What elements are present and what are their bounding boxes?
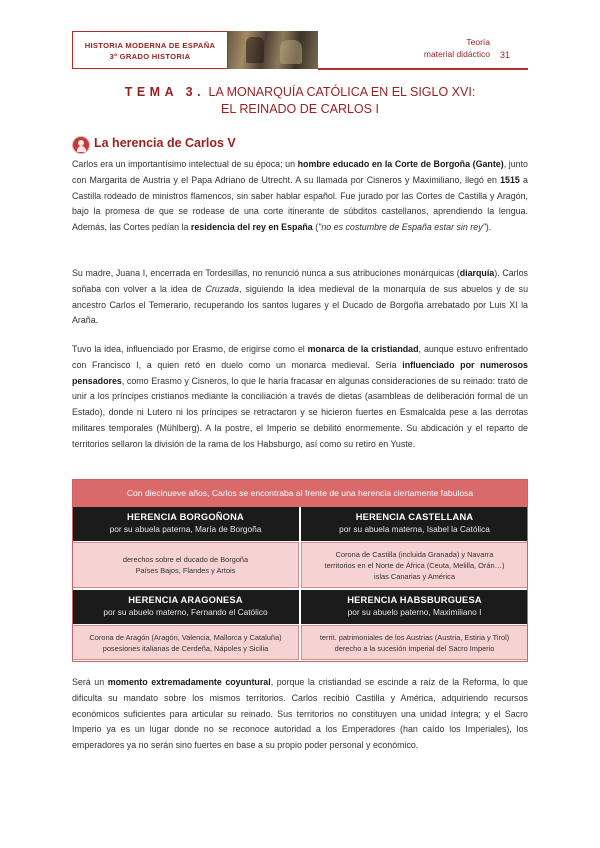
course-label-box	[72, 31, 228, 69]
title-line2: EL REINADO DE CARLOS I	[221, 102, 379, 116]
heading-herencia-habsburguesa: HERENCIA HABSBURGUESA por su abuelo paterno, Maximiliano I	[301, 590, 528, 624]
cell-castellana-territories: Corona de Castilla (incluida Granada) y Navarra territorios en el Norte de África (Ceuta, Melilla, Orán…) islas Canarias y América	[301, 542, 528, 588]
course-grade: 3º GRADO HISTORIA	[109, 52, 191, 61]
cell-aragonesa-territories: Corona de Aragón (Aragón, Valencia, Mallorca y Cataluña) posesiones italianas de Cerdeña, Nápoles y Sicilia	[72, 625, 299, 660]
paragraph-3: Tuvo la idea, influenciado por Erasmo, de erigirse como el monarca de la cristiandad, aunque estuvo enfrentado con Francisco I, a quien retó en duelo como un monarca medieval. Sería influenciado por numerosos pensadores, como Erasmo y Cisneros, lo que le haría fracasar en algunas consideraciones de su reinado: trató de unir a los príncipes cristianos mediante la conciliación a través de dietas (asambleas de deliberación formal de un Estado), donde ni Lutero ni los príncipes se retractaron y se hicieron fuertes en Esmalcalda pese a las derrotas militares temporales (Mühlberg). A la postre, el Imperio se debilitó enormemente. Su abdicación y el reparto de territorios sellaron la división de la rama de los Habsburgo, así como su retiro en Yuste.	[72, 344, 528, 449]
paragraph-4: Será un momento extremadamente coyuntural, porque la cristiandad se escinde a raíz de la Reforma, lo que dificulta su mandato sobre los mismos territorios. Carlos recibió Castilla y América, adquiriendo recursos económicos suficientes para articular su reinado. Sus territorios no constituyen una unidad íntegra; y el Sacro Imperio ya es un lugar donde no se reconoce autoridad a los Emperadores (han caído los Imperiales), los emperadores ya no serán sino fuertes en base a su propio poder personal y económico.	[72, 677, 528, 751]
cell-habsburguesa-territories: territ. patrimoniales de los Austrias (Austria, Estiria y Tirol) derecho a la sucesión imperial del Sacro Imperio	[301, 625, 528, 660]
heading-herencia-aragonesa: HERENCIA ARAGONESA por su abuelo materno, Fernando el Católico	[72, 590, 299, 624]
material-label	[400, 36, 490, 60]
title-line1: LA MONARQUÍA CATÓLICA EN EL SIGLO XVI:	[208, 85, 476, 99]
paragraph-2: Su madre, Juana I, encerrada en Tordesillas, no renunció nunca a sus atribuciones monárquicas (diarquía). Carlos soñaba con volver a la idea de Cruzada, siguiendo la idea medieval de la monarquía de sus abuelos y de su ancestro Carlos el Temerario, recuperando los santos lugares y el Ducado de Borgoña arrebatado por Luis XI la Araña.	[72, 268, 528, 326]
material-label-line1: Teoría	[466, 37, 490, 47]
heading-herencia-borgonona: HERENCIA BORGOÑONA por su abuela paterna, María de Borgoña	[72, 507, 299, 541]
inheritance-table	[72, 479, 528, 662]
page-title	[60, 84, 540, 118]
section-title: La herencia de Carlos V	[94, 136, 236, 150]
cell-borgonona-territories: derechos sobre el ducado de Borgoña Países Bajos, Flandes y Artois	[72, 542, 299, 588]
course-name: HISTORIA MODERNA DE ESPAÑA	[84, 41, 216, 50]
header-rule	[318, 68, 528, 70]
page-number: 31	[500, 50, 511, 60]
header-painting-image	[228, 31, 318, 69]
material-label-line2: material didáctico	[423, 49, 490, 59]
tema-label: TEMA 3.	[124, 85, 206, 99]
paragraph-1: Carlos era un importantísimo intelectual de su época; un hombre educado en la Corte de Borgoña (Gante), junto con Margarita de Austria y el Papa Adriano de Utrecht. A su llamada por Cisneros y Maximiliano, llegó en 1515 a Castilla rodeado de ministros flamencos, sin saber hablar español. Fue jurado por las Cortes de Castilla y Aragón, bajo la promesa de que se rodease de una corte itinerante de súbditos castellanos, aprendiendo la lengua. Además, las Cortes pedían la residencia del rey en España ("no es costumbre de España estar sin rey").	[72, 159, 528, 233]
person-icon	[72, 136, 90, 154]
heading-herencia-castellana: HERENCIA CASTELLANA por su abuela materna, Isabel la Católica	[301, 507, 528, 541]
table-header: Con diecinueve años, Carlos se encontraba al frente de una herencia ciertamente fabulosa	[72, 479, 528, 507]
